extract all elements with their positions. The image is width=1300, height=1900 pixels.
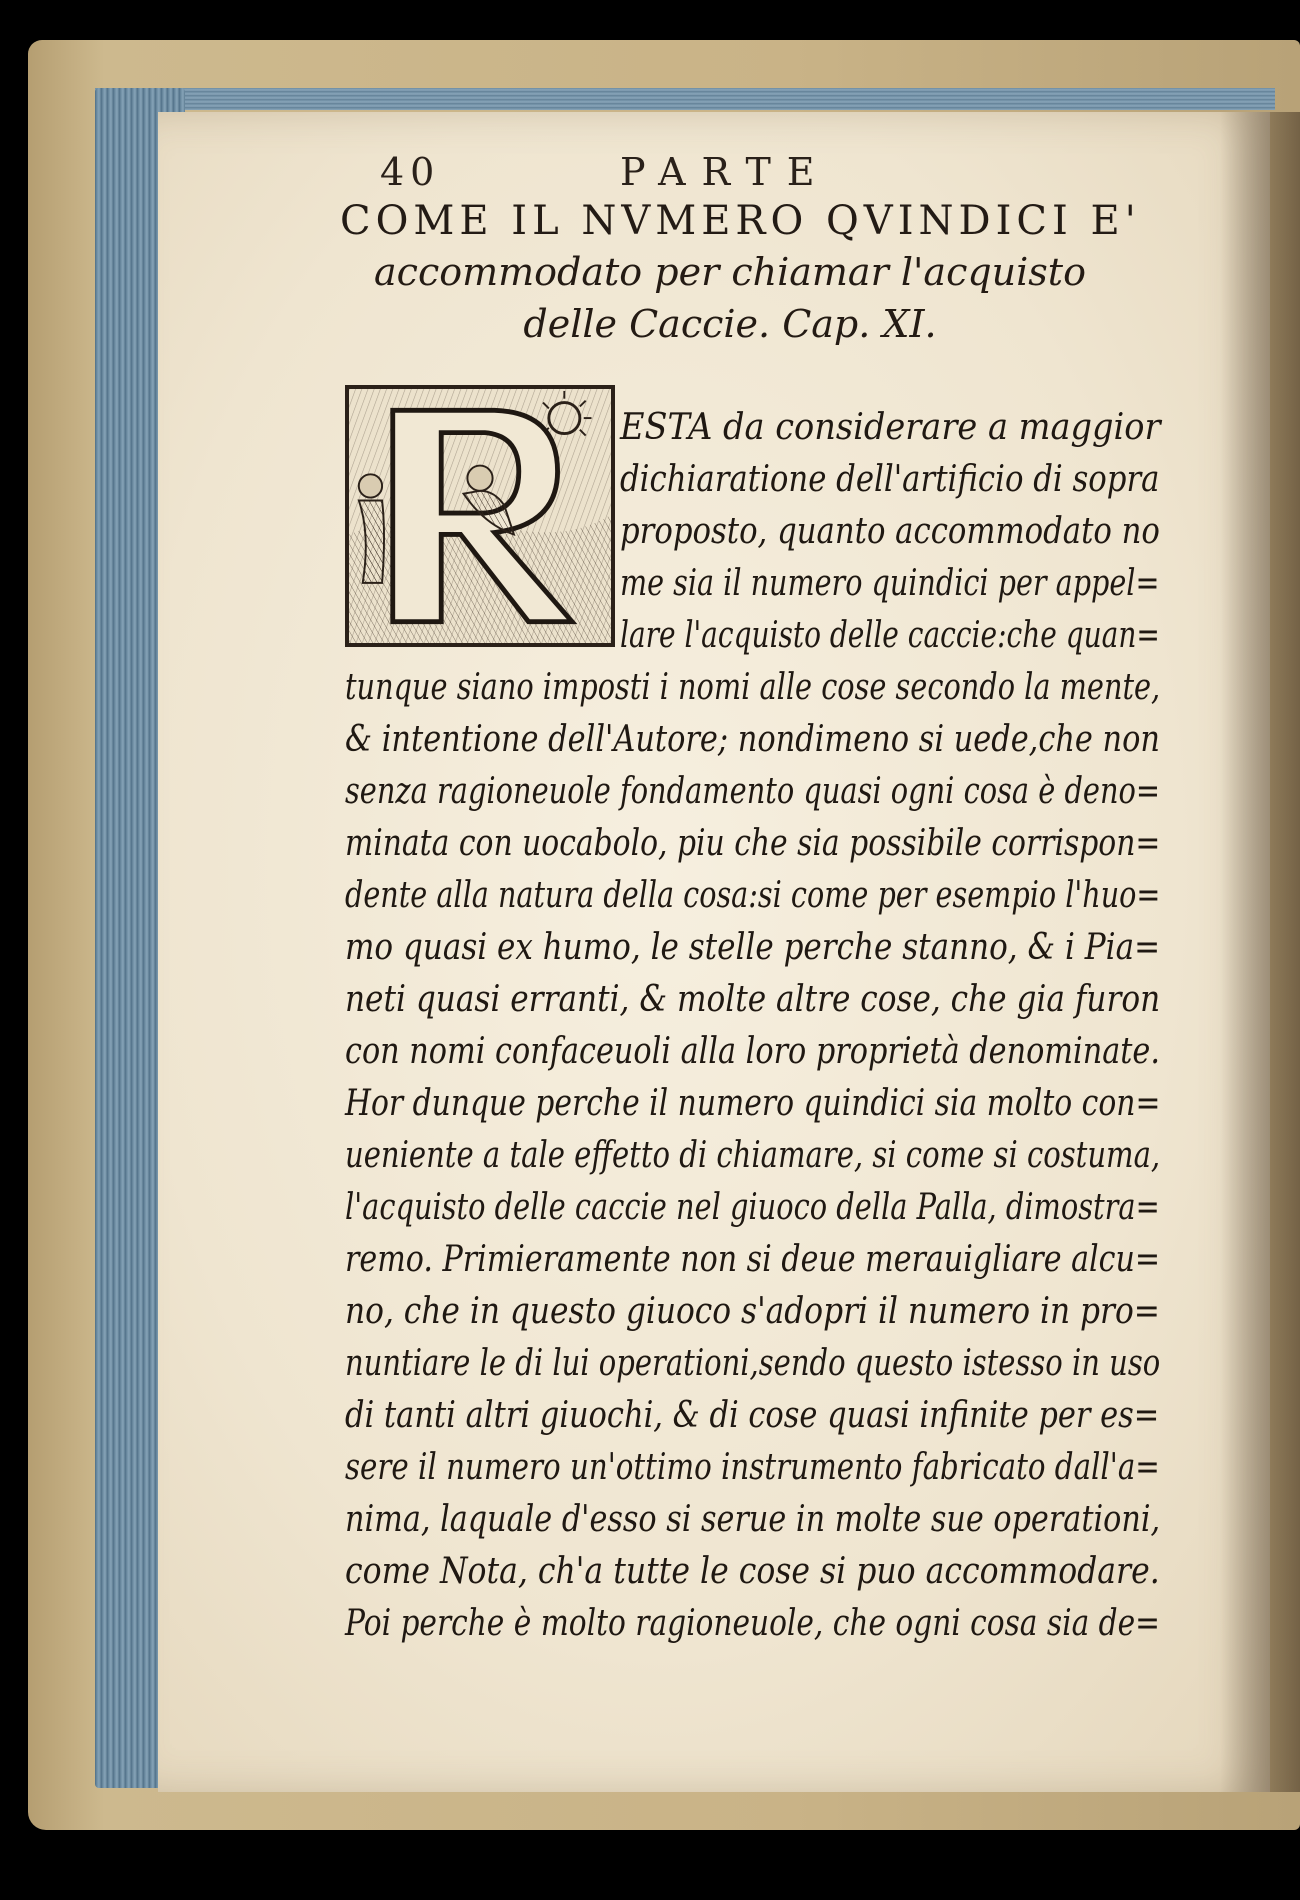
text-line: Hor dunque perche il numero quindici sia molto con=	[345, 1083, 1161, 1124]
woodcut-initial-illustration	[349, 389, 611, 643]
text-line: tunque siano imposti i nomi alle cose secondo la mente,	[345, 667, 1161, 708]
text-line: sere il numero un'ottimo instrumento fabricato dall'a=	[345, 1447, 1160, 1488]
section-label: PARTE	[620, 150, 831, 194]
text-line: minata con uocabolo, piu che sia possibile corrispon=	[345, 823, 1161, 864]
text-line: remo. Primieramente non si deue merauigliare alcu=	[345, 1239, 1161, 1280]
text-line: nima, laquale d'esso si serue in molte sue operationi,	[345, 1499, 1161, 1540]
chapter-title: COME IL NVMERO QVINDICI E'	[340, 198, 1141, 244]
text-line: nuntiare le di lui operationi,sendo questo istesso in uso	[345, 1343, 1161, 1384]
decorated-initial	[345, 385, 615, 647]
text-line: me sia il numero quindici per appel=	[620, 563, 1160, 604]
text-line: lare l'acquisto delle caccie:che quan=	[620, 615, 1160, 656]
text-line: di tanti altri giuochi, & di cose quasi infinite per es=	[345, 1395, 1160, 1436]
text-line: proposto, quanto accommodato no	[620, 511, 1160, 552]
text-line: con nomi confaceuoli alla loro proprietà denominate.	[345, 1031, 1160, 1072]
text-line: ueniente a tale effetto di chiamare, si come si costuma,	[345, 1135, 1161, 1176]
text-line: no, che in questo giuoco s'adopri il numero in pro=	[345, 1291, 1160, 1332]
text-line: senza ragioneuole fondamento quasi ogni cosa è deno=	[345, 771, 1161, 812]
chapter-subtitle-line-2: delle Caccie. Cap. XI.	[523, 302, 937, 346]
text-line: come Nota, ch'a tutte le cose si puo accommodare.	[345, 1551, 1160, 1592]
text-line: mo quasi ex humo, le stelle perche stanno, & i Pia=	[345, 927, 1161, 968]
text-line: dichiaratione dell'artificio di sopra	[620, 459, 1160, 500]
gutter-shadow	[1220, 112, 1300, 1792]
text-line: dente alla natura della cosa:si come per esempio l'huo=	[345, 875, 1161, 916]
text-line: neti quasi erranti, & molte altre cose, che gia furon	[345, 979, 1161, 1020]
page-number: 40	[380, 150, 441, 194]
text-line: l'acquisto delle caccie nel giuoco della Palla, dimostra=	[345, 1187, 1160, 1228]
chapter-subtitle-line-1: accommodato per chiamar l'acquisto	[374, 250, 1086, 294]
text-line: & intentione dell'Autore; nondimeno si uede,che non	[345, 719, 1160, 760]
text-line: Poi perche è molto ragioneuole, che ogni cosa sia de=	[345, 1603, 1160, 1644]
text-line: ESTA da considerare a maggior	[620, 407, 1161, 448]
page-edges-top	[95, 88, 1275, 110]
running-head	[380, 150, 880, 200]
